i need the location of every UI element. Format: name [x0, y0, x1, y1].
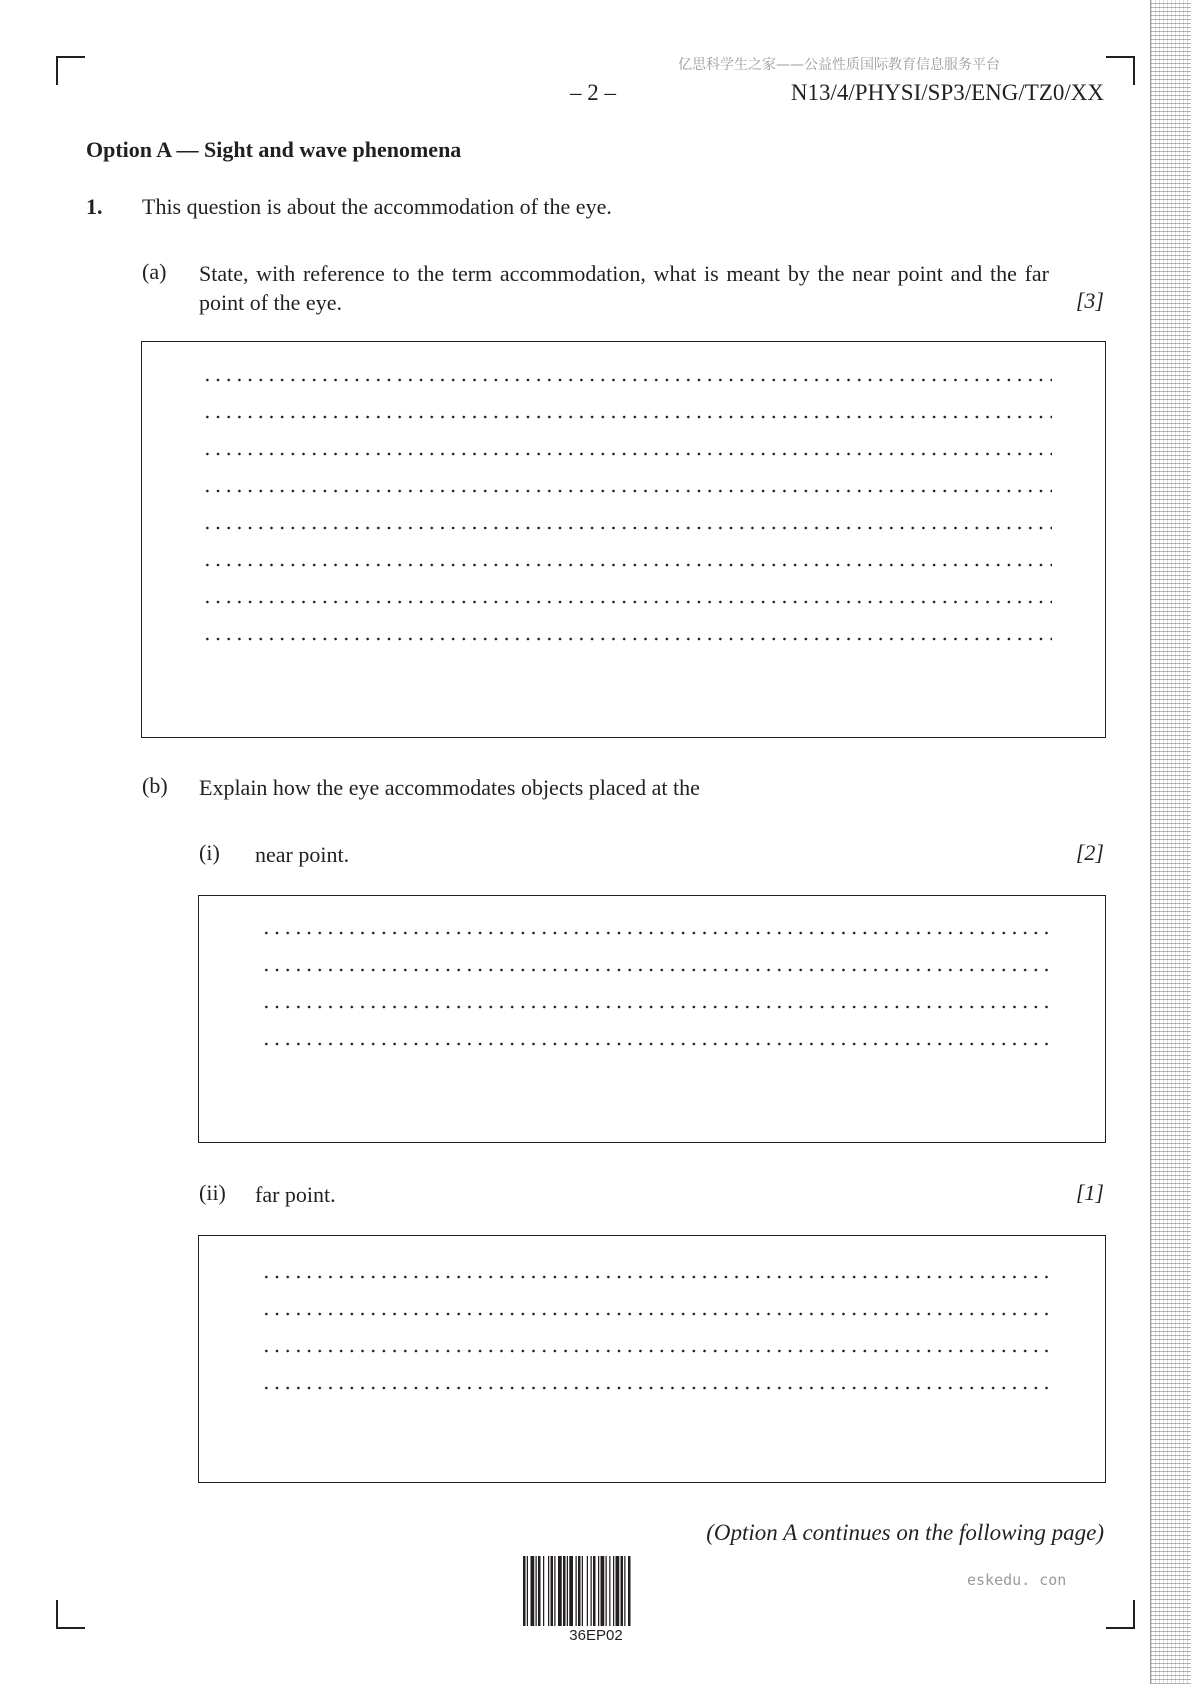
- barcode-icon: [523, 1556, 669, 1626]
- question-text: This question is about the accommodation of the eye.: [142, 194, 612, 219]
- header-watermark: 亿思科学生之家——公益性质国际教育信息服务平台: [678, 57, 1000, 73]
- answer-line: [261, 1002, 1051, 1012]
- part-b-i-answer-box[interactable]: [198, 895, 1106, 1143]
- part-a-answer-box[interactable]: [141, 341, 1106, 738]
- part-a-label: (a): [142, 259, 167, 284]
- answer-line: [202, 449, 1052, 459]
- margin-strip: [1150, 0, 1191, 1684]
- continues-note: (Option A continues on the following page): [706, 1520, 1104, 1545]
- answer-line: [202, 412, 1052, 422]
- crop-mark-bottom-right: [1106, 1600, 1135, 1629]
- part-b-ii-label: (ii): [199, 1180, 226, 1205]
- question-number: 1.: [86, 194, 103, 219]
- part-b-text: Explain how the eye accommodates objects placed at the: [199, 775, 700, 800]
- part-b-i-label: (i): [199, 840, 220, 865]
- part-b-ii-answer-box[interactable]: [198, 1235, 1106, 1483]
- part-b-ii-text: far point.: [255, 1182, 336, 1207]
- part-b-i-marks: [2]: [1075, 840, 1104, 865]
- answer-line: [261, 965, 1051, 975]
- answer-line: [261, 1346, 1051, 1356]
- answer-line: [261, 1039, 1051, 1049]
- page-number: – 2 –: [570, 80, 616, 105]
- answer-line: [261, 928, 1051, 938]
- answer-line: [202, 523, 1052, 533]
- answer-line: [202, 597, 1052, 607]
- crop-mark-top-right: [1106, 56, 1135, 85]
- part-a-text: State, with reference to the term accommodation, what is meant by the near point and the far point of the eye.: [199, 261, 1049, 315]
- barcode-text: 36EP02: [569, 1627, 623, 1644]
- site-watermark: eskedu. con: [967, 1571, 1067, 1589]
- part-a-marks: [3]: [1075, 288, 1104, 313]
- crop-mark-top-left: [56, 56, 85, 85]
- part-b-label: (b): [142, 773, 168, 798]
- part-b-ii-marks: [1]: [1075, 1180, 1104, 1205]
- answer-line: [261, 1383, 1051, 1393]
- answer-line: [261, 1272, 1051, 1282]
- answer-line: [261, 1309, 1051, 1319]
- answer-line: [202, 486, 1052, 496]
- answer-line: [202, 375, 1052, 385]
- part-b-i-text: near point.: [255, 842, 350, 867]
- answer-line: [202, 560, 1052, 570]
- section-title: Option A — Sight and wave phenomena: [86, 137, 462, 162]
- paper-code: N13/4/PHYSI/SP3/ENG/TZ0/XX: [790, 80, 1104, 105]
- answer-line: [202, 634, 1052, 644]
- crop-mark-bottom-left: [56, 1600, 85, 1629]
